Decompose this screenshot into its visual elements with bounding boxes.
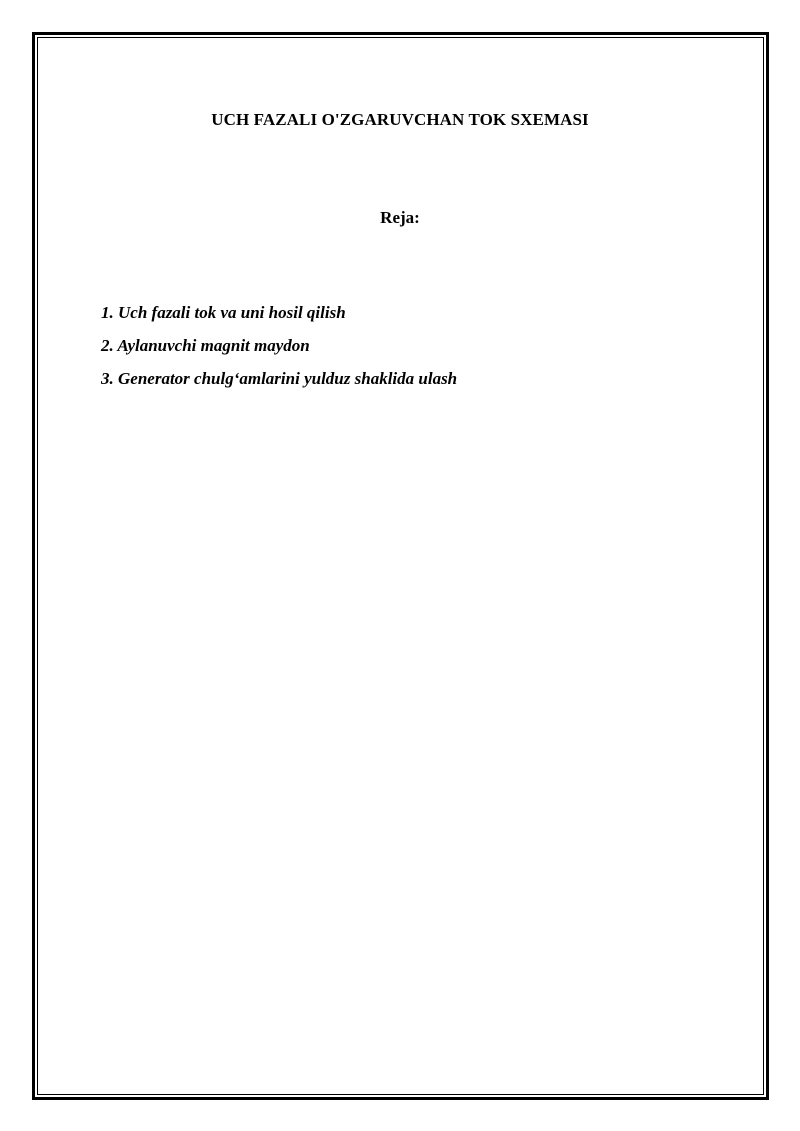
plan-list (101, 302, 457, 401)
plan-item: 1. Uch fazali tok va uni hosil qilish (101, 303, 346, 322)
page-border-inner (37, 37, 764, 1095)
document-title: UCH FAZALI O'ZGARUVCHAN TOK SXEMASI (211, 110, 589, 129)
plan-heading: Reja: (380, 208, 420, 227)
plan-item: 2. Aylanuvchi magnit maydon (101, 336, 310, 355)
plan-item: 3. Generator chulg‘amlarini yulduz shaklida ulash (101, 369, 458, 388)
